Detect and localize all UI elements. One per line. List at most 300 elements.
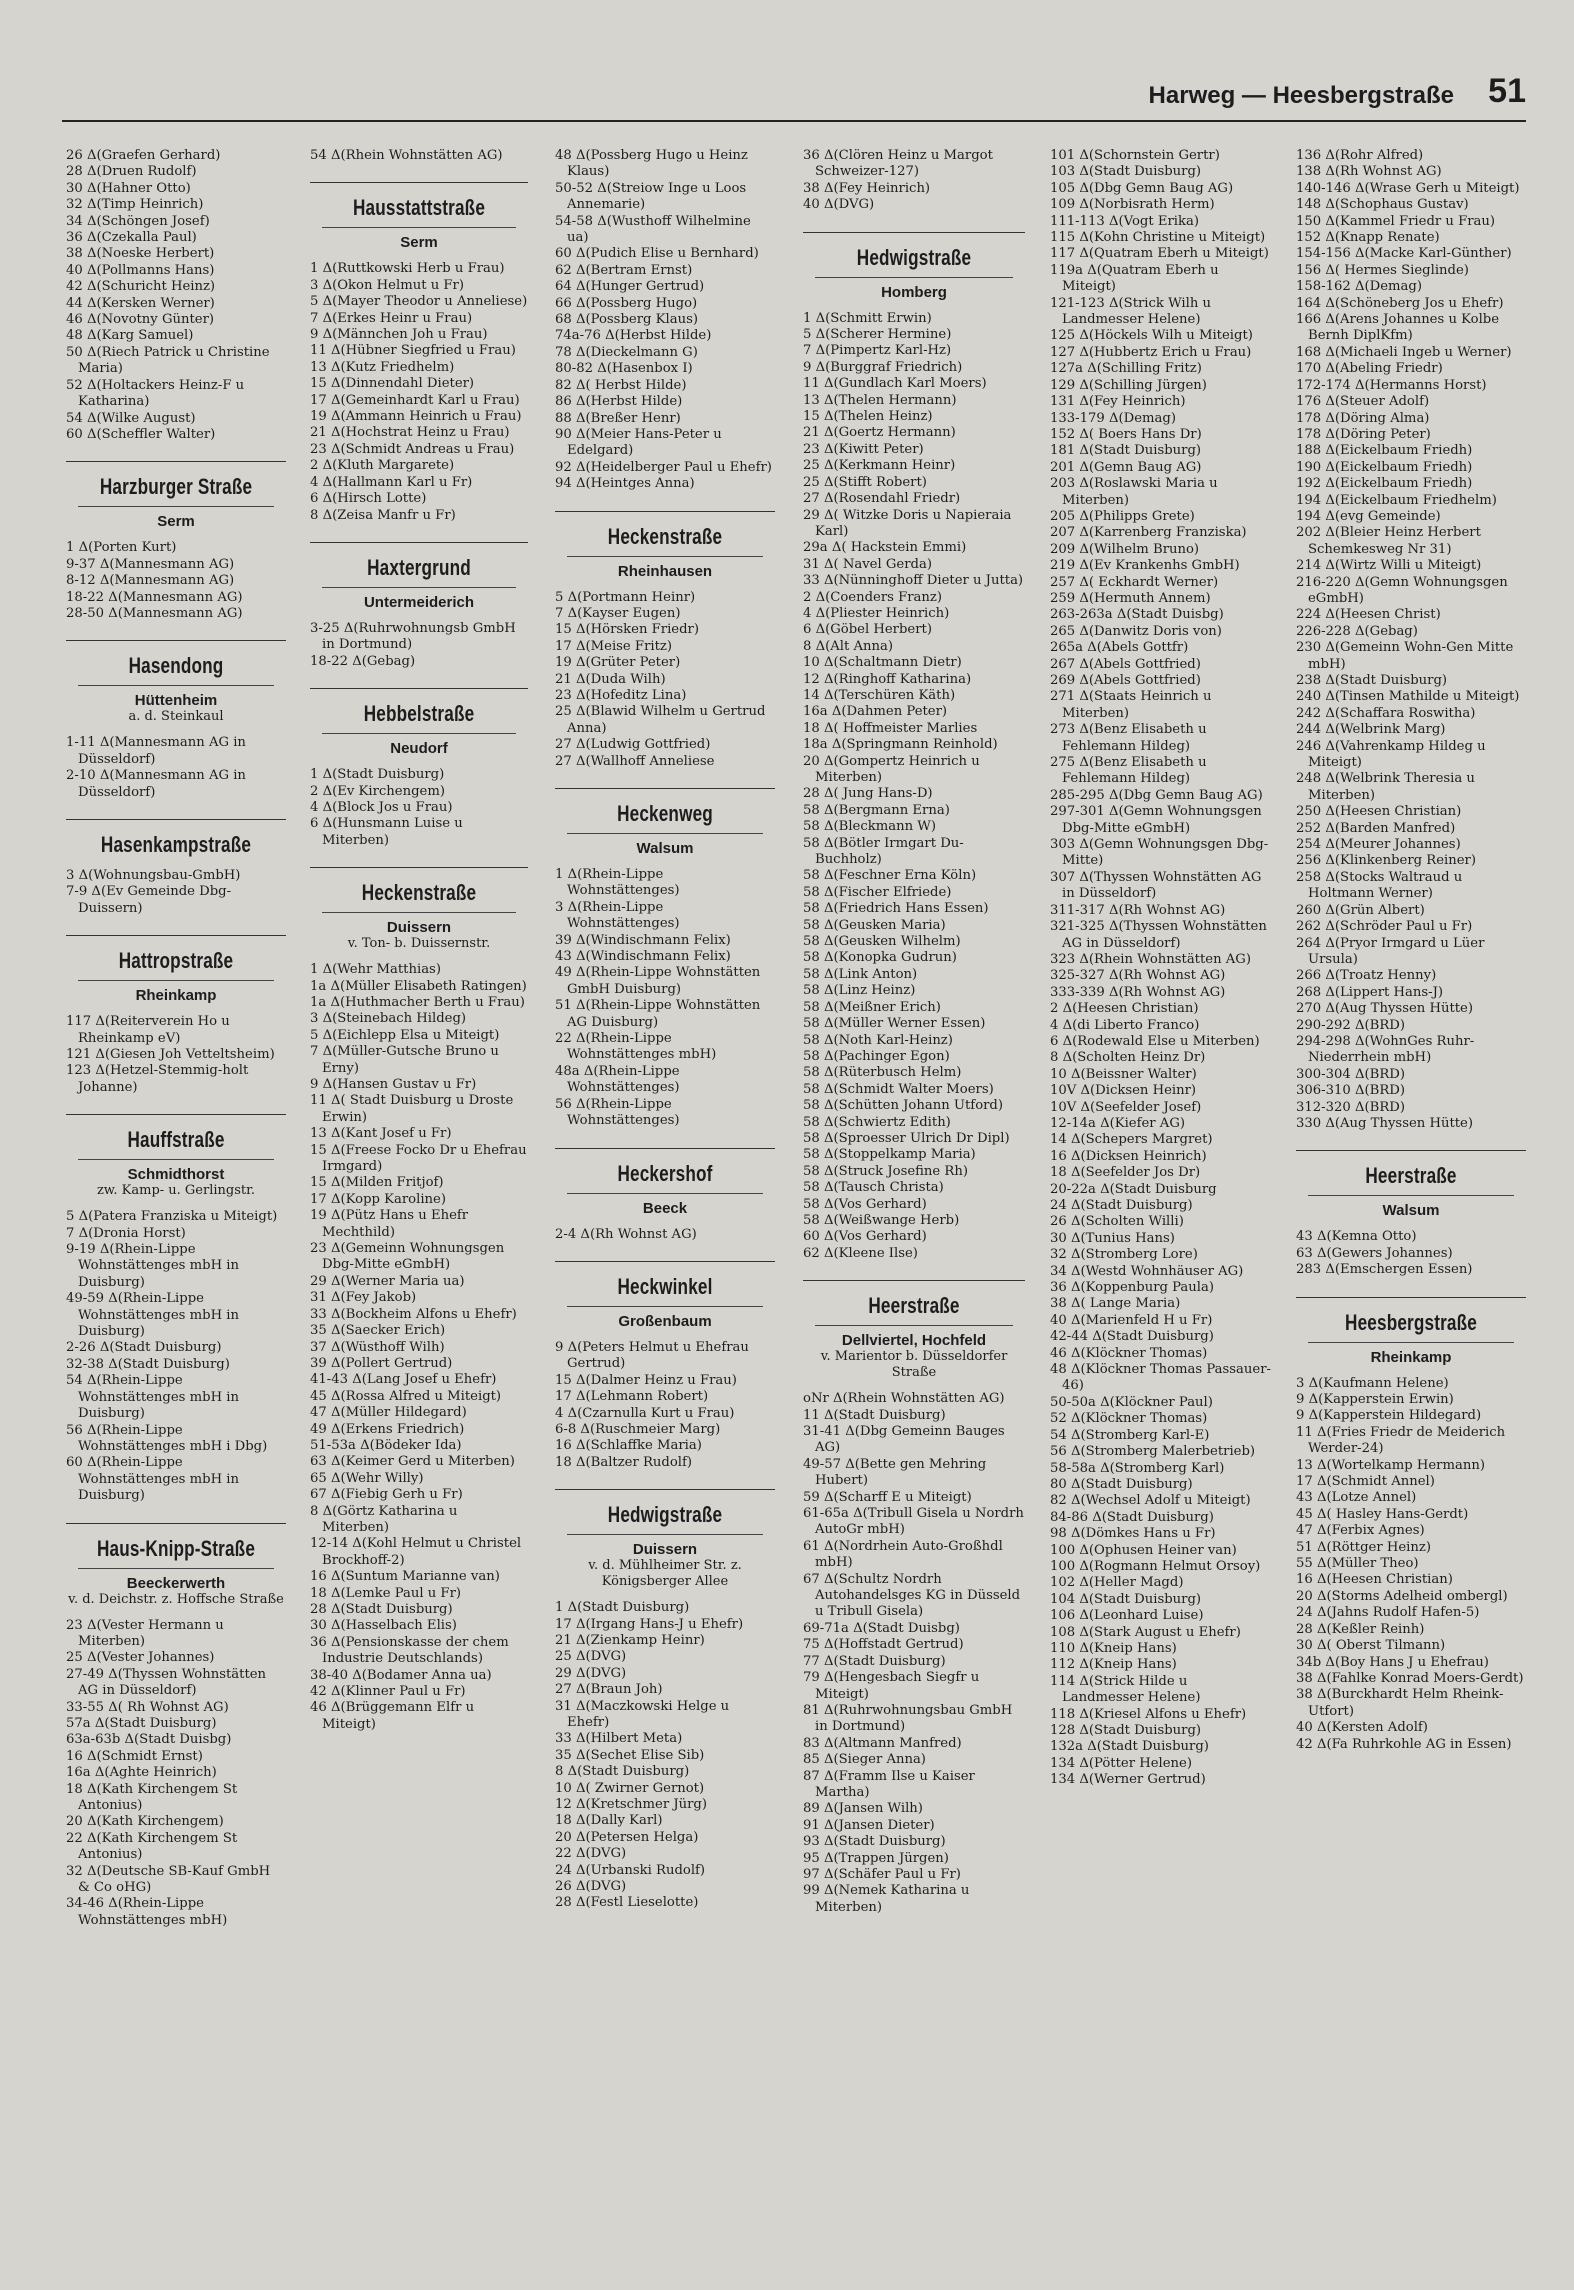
- address-entry: 134 Δ(Werner Gertrud): [1050, 1772, 1206, 1788]
- address-entry: 5 Δ(Portmann Heinr): [555, 589, 696, 605]
- street-name-underline: [322, 587, 516, 588]
- address-entry: 104 Δ(Stadt Duisburg): [1050, 1591, 1202, 1607]
- address-entry: 59 Δ(Scharff E u Miteigt): [803, 1489, 972, 1505]
- address-entry: 269 Δ(Abels Gottfried): [1050, 673, 1201, 688]
- street-section-header: [1296, 1297, 1526, 1366]
- address-entry: 256 Δ(Klinkenberg Reiner): [1296, 853, 1476, 869]
- district-name: Rheinkamp: [1370, 1348, 1452, 1366]
- section-divider: [803, 1280, 1025, 1281]
- address-entry: 24 Δ(Jahns Rudolf Hafen-5): [1296, 1605, 1480, 1621]
- address-entry: 58 Δ(Linz Heinz): [803, 983, 916, 999]
- address-entry: 283 Δ(Emschergen Essen): [1296, 1262, 1473, 1278]
- address-entry: 49-57 Δ(Bette gen Mehring Hubert): [803, 1456, 987, 1489]
- address-entry: 267 Δ(Abels Gottfried): [1050, 656, 1201, 672]
- address-entry: 148 Δ(Schophaus Gustav): [1296, 197, 1469, 213]
- address-entry: 82 Δ( Herbst Hilde): [555, 377, 687, 393]
- address-entry: 15 Δ(Dalmer Heinz u Frau): [555, 1372, 737, 1388]
- address-entry: 17 Δ(Schmidt Annel): [1296, 1474, 1435, 1490]
- address-entry: 250 Δ(Heesen Christian): [1296, 804, 1462, 820]
- address-entry: 28-50 Δ(Mannesmann AG): [66, 605, 243, 621]
- address-entry: 36 Δ(Czekalla Paul): [66, 230, 197, 246]
- address-entry: 34b Δ(Boy Hans J u Ehefrau): [1296, 1654, 1489, 1670]
- address-entry: 119a Δ(Quatram Eberh u Miteigt): [1050, 262, 1219, 295]
- address-entry: 10 Δ(Beissner Walter): [1050, 1066, 1197, 1082]
- address-entry: 266 Δ(Troatz Henny): [1296, 968, 1437, 984]
- address-entry: 33 Δ(Hilbert Meta): [555, 1731, 683, 1747]
- address-entry: 6 Δ(Hirsch Lotte): [310, 491, 427, 507]
- address-entry: 306-310 Δ(BRD): [1296, 1083, 1405, 1099]
- street-range-note: a. d. Steinkaul: [128, 709, 224, 725]
- address-entry: 47 Δ(Ferbix Agnes): [1296, 1523, 1425, 1539]
- address-entry: 178 Δ(Döring Alma): [1296, 410, 1430, 426]
- street-name: Heerstraße: [868, 1293, 960, 1319]
- address-entry: 11 Δ( Stadt Duisburg u Droste Erwin): [310, 1093, 514, 1125]
- address-entry: 209 Δ(Wilhelm Bruno): [1050, 541, 1200, 557]
- address-entry: 1 Δ(Wehr Matthias): [310, 962, 441, 978]
- address-entry: 129 Δ(Schilling Jürgen): [1050, 377, 1207, 393]
- address-entry: 166 Δ(Arens Johannes u Kolbe Bernh DiplKfm): [1296, 312, 1500, 344]
- address-entry: 62 Δ(Kleene Ilse): [803, 1245, 918, 1261]
- address-entry: 6 Δ(Hunsmann Luise u Miterben): [310, 816, 463, 848]
- address-entry: 16 Δ(Dicksen Heinrich): [1050, 1148, 1207, 1164]
- address-entry: 9-37 Δ(Mannesmann AG): [66, 556, 235, 572]
- street-section-header: [555, 511, 775, 580]
- address-entry: 55 Δ(Müller Theo): [1296, 1556, 1419, 1572]
- address-entry: 128 Δ(Stadt Duisburg): [1050, 1723, 1202, 1738]
- page-number: 51: [1488, 72, 1526, 110]
- street-section-header: [310, 867, 528, 952]
- address-entry: 259 Δ(Hermuth Annem): [1050, 590, 1211, 606]
- address-entry: 33 Δ(Nünninghoff Dieter u Jutta): [803, 573, 1024, 589]
- address-entry: 69-71a Δ(Stadt Duisbg): [803, 1620, 960, 1636]
- address-entry: 12 Δ(Ringhoff Katharina): [803, 671, 972, 687]
- address-entry: 21 Δ(Zienkamp Heinr): [555, 1632, 705, 1648]
- address-entry: 66 Δ(Possberg Hugo): [555, 295, 698, 311]
- street-section-header: [555, 1489, 775, 1590]
- address-entry: 20-22a Δ(Stadt Duisburg: [1050, 1181, 1217, 1197]
- address-entry: 8 Δ(Görtz Katharina u Miterben): [310, 1503, 458, 1535]
- street-range-note: v. d. Mühlheimer Str. z. Königsberger Allee: [588, 1558, 742, 1590]
- address-entry: 27 Δ(Rosendahl Friedr): [803, 491, 961, 507]
- address-entry: 13 Δ(Kutz Friedhelm): [310, 359, 455, 375]
- column-5: [1050, 148, 1272, 2280]
- address-entry: 300-304 Δ(BRD): [1296, 1066, 1405, 1082]
- district-name: Dellviertel, Hochfeld: [841, 1332, 987, 1350]
- street-name-underline: [815, 277, 1013, 278]
- address-entry: 18 Δ( Hoffmeister Marlies: [803, 720, 978, 736]
- address-entry: 15 Δ(Hörsken Friedr): [555, 622, 700, 638]
- address-entry: 97 Δ(Schäfer Paul u Fr): [803, 1866, 961, 1882]
- address-entry: 18-22 Δ(Gebag): [310, 653, 416, 669]
- address-entry: 54 Δ(Rhein-Lippe Wohnstättenges mbH in Duisburg): [66, 1373, 239, 1422]
- street-name-underline: [322, 227, 516, 228]
- address-entry: 24 Δ(Urbanski Rudolf): [555, 1862, 706, 1878]
- address-entry: 49 Δ(Erkens Friedrich): [310, 1421, 465, 1437]
- address-entry: 2 Δ(Heesen Christian): [1050, 1001, 1199, 1017]
- address-entry: 80 Δ(Stadt Duisburg): [1050, 1476, 1193, 1492]
- address-entry: 29a Δ( Hackstein Emmi): [803, 540, 967, 556]
- address-entry: 8-12 Δ(Mannesmann AG): [66, 573, 235, 589]
- address-entry: 27 Δ(Braun Joh): [555, 1682, 663, 1698]
- address-entry: 194 Δ(evg Gemeinde): [1296, 508, 1441, 524]
- address-entry: 312-320 Δ(BRD): [1296, 1099, 1405, 1115]
- address-entry: 15 Δ(Thelen Heinz): [803, 409, 933, 425]
- address-entry: 37 Δ(Wüsthoff Wilh): [310, 1339, 445, 1355]
- address-entry: 11 Δ(Fries Friedr de Meiderich Werder-24): [1296, 1424, 1506, 1457]
- street-range-note: v. d. Deichstr. z. Hoffsche Straße: [68, 1591, 284, 1607]
- address-entry: 17 Δ(Gemeinhardt Karl u Frau): [310, 392, 520, 408]
- address-entry: 64 Δ(Hunger Gertrud): [555, 279, 705, 295]
- address-entry: 20 Δ(Kath Kirchengem): [66, 1814, 224, 1830]
- street-name: Heerstraße: [1365, 1163, 1457, 1189]
- address-entry: 79 Δ(Hengesbach Siegfr u Miteigt): [803, 1670, 980, 1702]
- column-4: [803, 148, 1025, 2280]
- address-entry: 150 Δ(Kammel Friedr u Frau): [1296, 213, 1496, 229]
- district-name: Rheinhausen: [617, 562, 713, 580]
- address-entry: 216-220 Δ(Gemn Wohnungsgen eGmbH): [1296, 574, 1508, 606]
- address-entry: 63a-63b Δ(Stadt Duisbg): [66, 1732, 232, 1748]
- address-entry: 44 Δ(Kersken Werner): [66, 295, 215, 311]
- address-entry: 40 Δ(Marienfeld H u Fr): [1050, 1312, 1213, 1328]
- address-entry: 38-40 Δ(Bodamer Anna ua): [310, 1667, 492, 1683]
- address-entry: 1 Δ(Rhein-Lippe Wohnstättenges): [555, 867, 680, 899]
- address-entry: 10 Δ( Zwirner Gernot): [555, 1780, 705, 1796]
- address-entry: 9 Δ(Männchen Joh u Frau): [310, 327, 488, 343]
- street-name-underline: [815, 1325, 1013, 1326]
- address-entry: 46 Δ(Klöckner Thomas): [1050, 1345, 1208, 1361]
- address-entry: 202 Δ(Bleier Heinz Herbert Schemkesweg Nr 31): [1296, 525, 1481, 557]
- street-name: Hedwigstraße: [607, 1502, 723, 1528]
- street-name: Haxtergrund: [367, 554, 471, 580]
- street-name-underline: [78, 1568, 274, 1569]
- address-entry: 6 Δ(Göbel Herbert): [803, 622, 932, 638]
- street-name: Heesbergstraße: [1345, 1309, 1477, 1335]
- street-name-underline: [567, 1306, 763, 1307]
- address-entry: 2-10 Δ(Mannesmann AG in Düsseldorf): [66, 768, 246, 800]
- address-entry: 75 Δ(Hoffstadt Gertrud): [803, 1637, 964, 1653]
- address-entry: 156 Δ( Hermes Sieglinde): [1296, 262, 1469, 278]
- address-entry: 38 Δ(Noeske Herbert): [66, 246, 215, 262]
- address-entry: 93 Δ(Stadt Duisburg): [803, 1834, 946, 1850]
- district-name: Duissern: [632, 1541, 698, 1559]
- address-entry: 92 Δ(Heidelberger Paul u Ehefr): [555, 459, 772, 475]
- section-divider: [66, 935, 286, 936]
- address-entry: 17 Δ(Lehmann Robert): [555, 1389, 709, 1405]
- address-entry: 5 Δ(Scherer Hermine): [803, 327, 952, 343]
- street-section-header: [555, 788, 775, 857]
- address-entry: 117 Δ(Reiterverein Ho u Rheinkamp eV): [66, 1014, 230, 1046]
- address-entry: 10 Δ(Schaltmann Dietr): [803, 655, 962, 671]
- address-entry: 58 Δ(Geusken Maria): [803, 917, 946, 933]
- street-section-header: [66, 640, 286, 725]
- address-entry: 28 Δ( Jung Hans-D): [803, 786, 933, 802]
- address-entry: 15 Δ(Freese Focko Dr u Ehefrau Irmgard): [310, 1142, 527, 1175]
- address-entry: 4 Δ(Czarnulla Kurt u Frau): [555, 1405, 735, 1421]
- address-entry: 54-58 Δ(Wusthoff Wilhelmine ua): [555, 213, 751, 246]
- address-entry: 68 Δ(Possberg Klaus): [555, 312, 698, 328]
- address-entry: 63 Δ(Keimer Gerd u Miterben): [310, 1454, 515, 1470]
- address-entry: 43 Δ(Kemna Otto): [1296, 1229, 1417, 1245]
- street-section-header: [803, 232, 1025, 301]
- address-entry: 257 Δ( Eckhardt Werner): [1050, 574, 1219, 590]
- address-entry: 154-156 Δ(Macke Karl-Günther): [1296, 246, 1512, 262]
- address-entry: 7 Δ(Erkes Heinr u Frau): [310, 310, 473, 326]
- street-range-note: v. Marientor b. Düsseldorfer Straße: [820, 1349, 1008, 1381]
- address-entry: 40 Δ(Kersten Adolf): [1296, 1720, 1428, 1736]
- address-entry: 123 Δ(Hetzel-Stemmig-holt Johanne): [66, 1063, 249, 1095]
- address-entry: 58 Δ(Müller Werner Essen): [803, 1016, 986, 1032]
- address-entry: 15 Δ(Dinnendahl Dieter): [310, 376, 475, 392]
- address-entry: 1-11 Δ(Mannesmann AG in Düsseldorf): [66, 735, 246, 767]
- address-entry: 103 Δ(Stadt Duisburg): [1050, 164, 1202, 180]
- address-entry: 1 Δ(Stadt Duisburg): [310, 767, 445, 783]
- street-range-note: v. Ton- b. Duissernstr.: [347, 936, 491, 952]
- street-section-header: [66, 819, 286, 858]
- address-entry: 262 Δ(Schröder Paul u Fr): [1296, 919, 1473, 935]
- address-entry: 244 Δ(Welbrink Marg): [1296, 722, 1446, 738]
- address-entry: 258 Δ(Stocks Waltraud u Holtmann Werner): [1296, 869, 1463, 902]
- address-entry: 323 Δ(Rhein Wohnstätten AG): [1050, 951, 1251, 967]
- address-entry: 23 Δ(Vester Hermann u Miterben): [66, 1617, 224, 1649]
- address-entry: 74a-76 Δ(Herbst Hilde): [555, 328, 712, 344]
- section-divider: [555, 1148, 775, 1149]
- street-section-header: [310, 542, 528, 611]
- address-entry: 3 Δ(Kaufmann Helene): [1296, 1375, 1449, 1391]
- address-entry: 1 Δ(Schmitt Erwin): [803, 310, 932, 326]
- address-entry: 168 Δ(Michaeli Ingeb u Werner): [1296, 344, 1512, 360]
- address-entry: 40 Δ(Pollmanns Hans): [66, 262, 215, 278]
- address-entry: 86 Δ(Herbst Hilde): [555, 394, 683, 410]
- address-entry: 127 Δ(Hubbertz Erich u Frau): [1050, 344, 1252, 360]
- address-entry: 10V Δ(Dicksen Heinr): [1050, 1083, 1197, 1099]
- address-entry: 8 Δ(Zeisa Manfr u Fr): [310, 507, 456, 523]
- column-6: [1296, 148, 1526, 2280]
- address-entry: 81 Δ(Ruhrwohnungsbau GmbH in Dortmund): [803, 1702, 1013, 1735]
- section-divider: [310, 867, 528, 868]
- street-name: Hebbelstraße: [363, 701, 475, 727]
- address-entry: 23 Δ(Kiwitt Peter): [803, 441, 924, 457]
- address-entry: 56 Δ(Stromberg Malerbetrieb): [1050, 1444, 1256, 1460]
- address-entry: 102 Δ(Heller Magd): [1050, 1575, 1184, 1591]
- address-entry: 9-19 Δ(Rhein-Lippe Wohnstättenges mbH in Duisburg): [66, 1242, 239, 1290]
- street-name: Heckershof: [617, 1160, 713, 1186]
- address-entry: 188 Δ(Eickelbaum Friedh): [1296, 443, 1473, 459]
- address-entry: 152 Δ(Knapp Renate): [1296, 230, 1440, 246]
- address-entry: 58 Δ(Weißwange Herb): [803, 1212, 960, 1228]
- district-name: Hüttenheim: [134, 692, 218, 710]
- address-entry: 17 Δ(Meise Fritz): [555, 638, 672, 654]
- address-entry: 133-179 Δ(Demag): [1050, 410, 1176, 426]
- address-entry: 117 Δ(Quatram Eberh u Miteigt): [1050, 246, 1269, 262]
- address-entry: 28 Δ(Druen Rudolf): [66, 164, 197, 180]
- address-entry: 118 Δ(Kriesel Alfons u Ehefr): [1050, 1706, 1247, 1722]
- street-section-header: [803, 1280, 1025, 1381]
- address-entry: 36 Δ(Koppenburg Paula): [1050, 1280, 1214, 1296]
- street-name: Heckenweg: [617, 801, 713, 826]
- address-entry: 58 Δ(Geusken Wilhelm): [803, 934, 961, 950]
- address-entry: 58 Δ(Sproesser Ulrich Dr Dipl): [803, 1130, 1010, 1146]
- district-name: Walsum: [636, 840, 694, 857]
- address-entry: 192 Δ(Eickelbaum Friedh): [1296, 476, 1473, 492]
- address-entry: 21 Δ(Duda Wilh): [555, 671, 666, 687]
- address-entry: 311-317 Δ(Rh Wohnst AG): [1050, 902, 1226, 918]
- address-entry: 87 Δ(Framm Ilse u Kaiser Martha): [803, 1768, 975, 1800]
- address-entry: 136 Δ(Rohr Alfred): [1296, 148, 1424, 163]
- address-entry: 38 Δ(Burckhardt Helm Rheink-Utfort): [1296, 1687, 1504, 1719]
- address-entry: 58 Δ(Link Anton): [803, 966, 918, 982]
- address-entry: 3 Δ(Rhein-Lippe Wohnstättenges): [555, 899, 680, 932]
- section-divider: [66, 819, 286, 820]
- address-entry: 58 Δ(Noth Karl-Heinz): [803, 1032, 953, 1048]
- address-entry: 39 Δ(Windischmann Felix): [555, 932, 731, 948]
- address-entry: 109 Δ(Norbisrath Herm): [1050, 197, 1215, 213]
- address-entry: 30 Δ(Tunius Hans): [1050, 1230, 1175, 1246]
- street-name: Harzburger Straße: [99, 474, 253, 500]
- address-entry: 105 Δ(Dbg Gemn Baug AG): [1050, 180, 1234, 196]
- address-entry: 42 Δ(Fa Ruhrkohle AG in Essen): [1296, 1736, 1512, 1752]
- address-entry: 50 Δ(Riech Patrick u Christine Maria): [66, 344, 270, 377]
- address-entry: 16 Δ(Suntum Marianne van): [310, 1569, 500, 1585]
- address-entry: 7 Δ(Pimpertz Karl-Hz): [803, 343, 952, 359]
- address-entry: 114 Δ(Strick Hilde u Landmesser Helene): [1050, 1673, 1201, 1706]
- address-entry: 58 Δ(Vos Gerhard): [803, 1196, 927, 1212]
- address-entry: 13 Δ(Kant Josef u Fr): [310, 1126, 452, 1142]
- district-name: Walsum: [1382, 1202, 1440, 1220]
- address-entry: 54 Δ(Wilke August): [66, 410, 196, 426]
- address-entry: 152 Δ( Boers Hans Dr): [1050, 426, 1202, 442]
- address-entry: 264 Δ(Pryor Irmgard u Lüer Ursula): [1296, 935, 1485, 967]
- address-entry: 31 Δ(Fey Jakob): [310, 1290, 417, 1306]
- address-entry: 2-26 Δ(Stadt Duisburg): [66, 1340, 222, 1356]
- address-entry: 62 Δ(Bertram Ernst): [555, 262, 693, 278]
- address-entry: 203 Δ(Roslawski Maria u Miterben): [1050, 476, 1218, 508]
- section-divider: [66, 1114, 286, 1115]
- street-name-underline: [1308, 1195, 1514, 1196]
- address-entry: 19 Δ(Grüter Peter): [555, 655, 681, 671]
- address-entry: 263-263a Δ(Stadt Duisbg): [1050, 607, 1224, 623]
- address-entry: 46 Δ(Novotny Günter): [66, 312, 215, 328]
- address-entry: 3 Δ(Steinebach Hildeg): [310, 1011, 467, 1027]
- street-name-underline: [1308, 1342, 1514, 1343]
- address-entry: 207 Δ(Karrenberg Franziska): [1050, 525, 1247, 541]
- address-entry: 190 Δ(Eickelbaum Friedh): [1296, 459, 1473, 475]
- address-entry: 18 Δ(Seefelder Jos Dr): [1050, 1165, 1201, 1181]
- address-entry: 271 Δ(Staats Heinrich u Miterben): [1050, 689, 1212, 721]
- street-section-header: [310, 688, 528, 757]
- address-entry: 101 Δ(Schornstein Gertr): [1050, 148, 1220, 163]
- address-entry: 125 Δ(Höckels Wilh u Miteigt): [1050, 328, 1253, 344]
- address-entry: 8 Δ(Scholten Heinz Dr): [1050, 1050, 1206, 1066]
- address-entry: 273 Δ(Benz Elisabeth u Fehlemann Hildeg): [1050, 722, 1207, 754]
- district-name: Serm: [400, 234, 438, 252]
- address-entry: 270 Δ(Aug Thyssen Hütte): [1296, 1001, 1473, 1017]
- street-name: Hasenkampstraße: [100, 831, 252, 857]
- address-entry: 12-14 Δ(Kohl Helmut u Christel Brockhoff-2): [310, 1536, 522, 1568]
- address-entry: 30 Δ( Oberst Tilmann): [1296, 1638, 1446, 1654]
- address-entry: 27 Δ(Wallhoff Anneliese: [555, 753, 715, 769]
- address-entry: 32 Δ(Stromberg Lore): [1050, 1247, 1198, 1263]
- address-entry: 1 Δ(Porten Kurt): [66, 540, 177, 556]
- address-entry: 1a Δ(Huthmacher Berth u Frau): [310, 994, 525, 1010]
- street-name: Hauffstraße: [127, 1127, 225, 1153]
- address-entry: 14 Δ(Terschüren Käth): [803, 687, 956, 703]
- address-entry: 48a Δ(Rhein-Lippe Wohnstättenges): [555, 1063, 680, 1096]
- address-entry: 31 Δ(Maczkowski Helge u Ehefr): [555, 1698, 730, 1730]
- section-divider: [555, 511, 775, 512]
- address-entry: 60 Δ(Vos Gerhard): [803, 1229, 927, 1245]
- address-entry: 38 Δ(Fahlke Konrad Moers-Gerdt): [1296, 1670, 1524, 1686]
- address-entry: 25 Δ(DVG): [555, 1649, 627, 1665]
- address-entry: 48 Δ(Klöckner Thomas Passauer-46): [1050, 1362, 1271, 1394]
- address-entry: 61 Δ(Nordrhein Auto-Großhdl mbH): [803, 1538, 1003, 1571]
- address-entry: 85 Δ(Sieger Anna): [803, 1752, 926, 1768]
- street-name-underline: [78, 980, 274, 981]
- address-entry: 63 Δ(Gewers Johannes): [1296, 1245, 1453, 1261]
- address-entry: 17 Δ(Kopp Karoline): [310, 1191, 446, 1207]
- address-entry: 140-146 Δ(Wrase Gerh u Miteigt): [1296, 180, 1520, 196]
- address-entry: 20 Δ(Petersen Helga): [555, 1829, 699, 1845]
- address-entry: 31 Δ( Navel Gerda): [803, 556, 932, 572]
- address-entry: 46 Δ(Brüggemann Elfr u Miteigt): [310, 1700, 475, 1732]
- address-entry: 9 Δ(Hansen Gustav u Fr): [310, 1077, 477, 1092]
- street-section-header: [66, 1523, 286, 1608]
- address-entry: 8 Δ(Alt Anna): [803, 638, 894, 654]
- address-entry: 67 Δ(Schultz Nordrh Autohandelsges KG in Düsseld u Tribull Gisela): [803, 1571, 1021, 1620]
- address-entry: 60 Δ(Pudich Elise u Bernhard): [555, 246, 759, 262]
- address-entry: 88 Δ(Breßer Henr): [555, 410, 681, 426]
- address-entry: 13 Δ(Thelen Hermann): [803, 392, 957, 408]
- section-divider: [310, 182, 528, 183]
- section-divider: [555, 1489, 775, 1490]
- address-entry: 56 Δ(Rhein-Lippe Wohnstättenges mbH i Dbg): [66, 1422, 268, 1454]
- address-entry: 50-52 Δ(Streiow Inge u Loos Annemarie): [555, 180, 747, 213]
- address-entry: 36 Δ(Pensionskasse der chem Industrie Deutschlands): [310, 1634, 509, 1667]
- address-entry: 50-50a Δ(Klöckner Paul): [1050, 1394, 1213, 1410]
- address-entry: 112 Δ(Kneip Hans): [1050, 1657, 1177, 1673]
- section-divider: [555, 1261, 775, 1262]
- address-entry: 127a Δ(Schilling Fritz): [1050, 361, 1202, 377]
- column-3: [555, 148, 775, 2280]
- street-name-underline: [567, 1534, 763, 1535]
- district-name: Schmidthorst: [127, 1166, 225, 1184]
- address-entry: 4 Δ(Hallmann Karl u Fr): [310, 474, 473, 490]
- address-entry: 26 Δ(Graefen Gerhard): [66, 148, 221, 163]
- street-name: Hedwigstraße: [856, 244, 972, 270]
- address-entry: 21 Δ(Goertz Hermann): [803, 425, 956, 441]
- address-entry: 24 Δ(Stadt Duisburg): [1050, 1198, 1193, 1213]
- address-entry: 285-295 Δ(Dbg Gemn Baug AG): [1050, 787, 1263, 803]
- address-entry: 49 Δ(Rhein-Lippe Wohnstätten GmbH Duisburg): [555, 965, 761, 997]
- address-entry: 260 Δ(Grün Albert): [1296, 902, 1425, 918]
- address-entry: 54 Δ(Stromberg Karl-E): [1050, 1427, 1210, 1443]
- address-entry: 170 Δ(Abeling Friedr): [1296, 361, 1443, 377]
- address-entry: 28 Δ(Stadt Duisburg): [310, 1602, 453, 1617]
- address-entry: 106 Δ(Leonhard Luise): [1050, 1608, 1204, 1624]
- section-divider: [555, 788, 775, 789]
- address-entry: 297-301 Δ(Gemn Wohnungsgen Dbg-Mitte eGmbH): [1050, 804, 1262, 836]
- address-entry: 172-174 Δ(Hermanns Horst): [1296, 377, 1487, 393]
- address-entry: 28 Δ(Keßler Reinh): [1296, 1621, 1425, 1637]
- address-entry: 30 Δ(Hahner Otto): [66, 180, 191, 196]
- address-entry: 246 Δ(Vahrenkamp Hildeg u Miteigt): [1296, 738, 1486, 771]
- address-entry: 30 Δ(Hasselbach Elis): [310, 1618, 457, 1634]
- address-entry: 108 Δ(Stark August u Ehefr): [1050, 1624, 1241, 1640]
- address-entry: 32 Δ(Timp Heinrich): [66, 197, 204, 213]
- address-entry: 11 Δ(Hübner Siegfried u Frau): [310, 343, 516, 359]
- address-entry: 60 Δ(Rhein-Lippe Wohnstättenges mbH in Duisburg): [66, 1455, 239, 1504]
- section-divider: [66, 1523, 286, 1524]
- address-entry: 52 Δ(Klöckner Thomas): [1050, 1411, 1208, 1427]
